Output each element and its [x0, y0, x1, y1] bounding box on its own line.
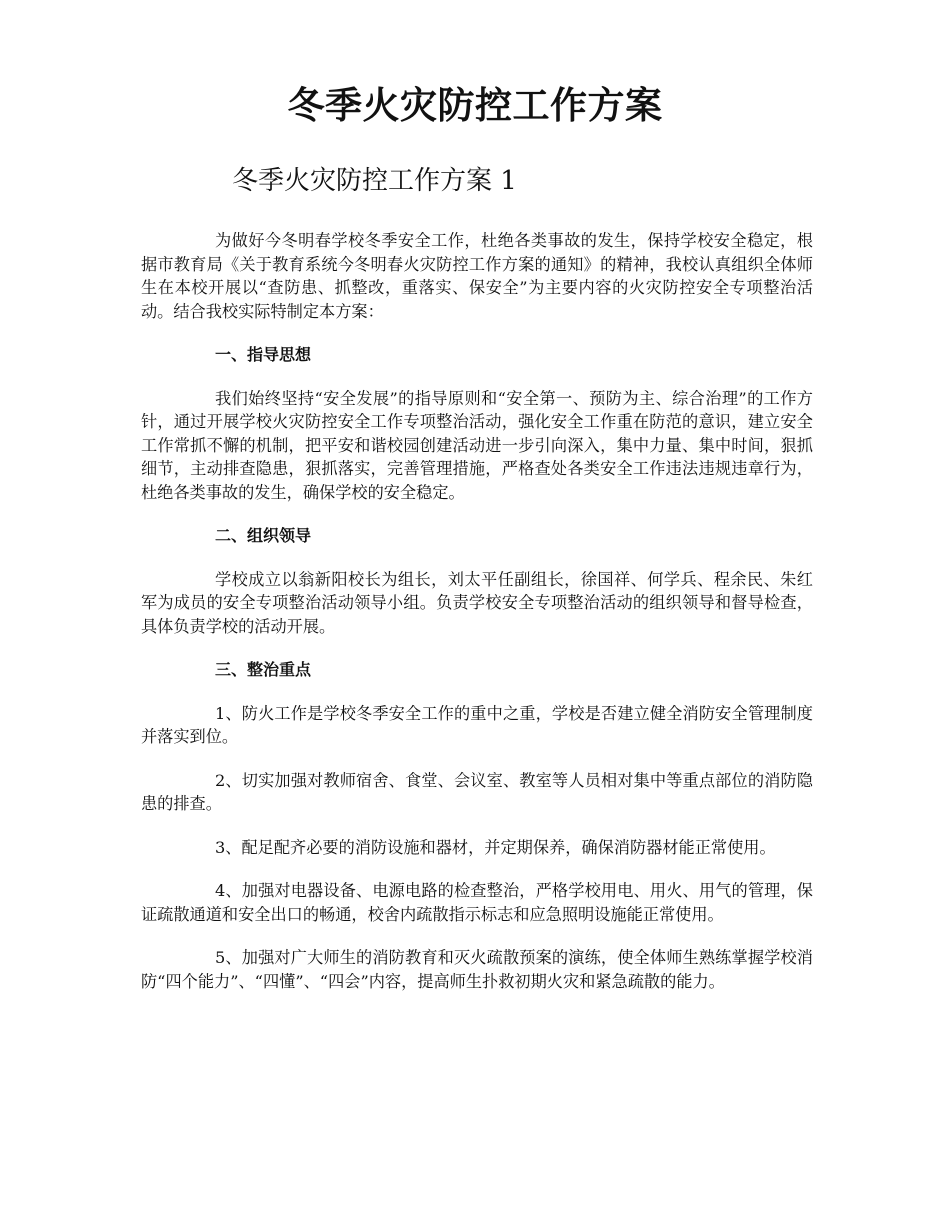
list-item: 3、配足配齐必要的消防设施和器材，并定期保养，确保消防器材能正常使用。 [215, 837, 776, 857]
list-item: 4、加强对电器设备、电源电路的检查整治，严格学校用电、用火、用气的管理，保证疏散通道和安全出口的畅通，校舍内疏散指示标志和应急照明设施能正常使用。 [141, 881, 813, 924]
paragraph-intro: 为做好今冬明春学校冬季安全工作，杜绝各类事故的发生，保持学校安全稳定，根据市教育局《关于教育系统今冬明春火灾防控工作方案的通知》的精神，我校认真组织全体师生在本校开展以“查防患、抓整改，重落实、保安全”为主要内容的火灾防控安全专项整治活动。结合我校实际特制定本方案： [141, 231, 813, 321]
paragraph-guiding-ideology: 我们始终坚持“安全发展”的指导原则和“安全第一、预防为主、综合治理”的工作方针，通过开展学校火灾防控安全工作专项整治活动，强化安全工作重在防范的意识，建立安全工作常抓不懈的机制，把平安和谐校园创建活动进一步引向深入，集中力量、集中时间，狠抓细节，主动排查隐患，狠抓落实，完善管理措施，严格查处各类安全工作违法违规违章行为，杜绝各类事故的发生，确保学校的安全稳定。 [141, 388, 813, 502]
list-item: 1、防火工作是学校冬季安全工作的重中之重，学校是否建立健全消防安全管理制度并落实到位。 [141, 703, 813, 746]
heading-guiding-ideology: 一、指导思想 [215, 345, 312, 364]
list-item: 2、切实加强对教师宿舍、食堂、会议室、教室等人员相对集中等重点部位的消防隐患的排查。 [141, 770, 813, 813]
document-title: 冬季火灾防控工作方案 [287, 83, 663, 127]
heading-organization-leadership: 二、组织领导 [215, 526, 312, 545]
document-body [141, 229, 813, 1013]
section-title: 冬季火灾防控工作方案 1 [232, 166, 517, 196]
list-item: 5、加强对广大师生的消防教育和灭火疏散预案的演练，使全体师生熟练掌握学校消防“四个能力”、“四懂”、“四会”内容，提高师生扑救初期火灾和紧急疏散的能力。 [141, 948, 813, 991]
paragraph-organization-leadership: 学校成立以翁新阳校长为组长，刘太平任副组长，徐国祥、何学兵、程余民、朱红军为成员的安全专项整治活动领导小组。负责学校安全专项整治活动的组织领导和督导检查，具体负责学校的活动开展。 [141, 569, 813, 636]
heading-rectification-focus: 三、整治重点 [215, 660, 312, 679]
